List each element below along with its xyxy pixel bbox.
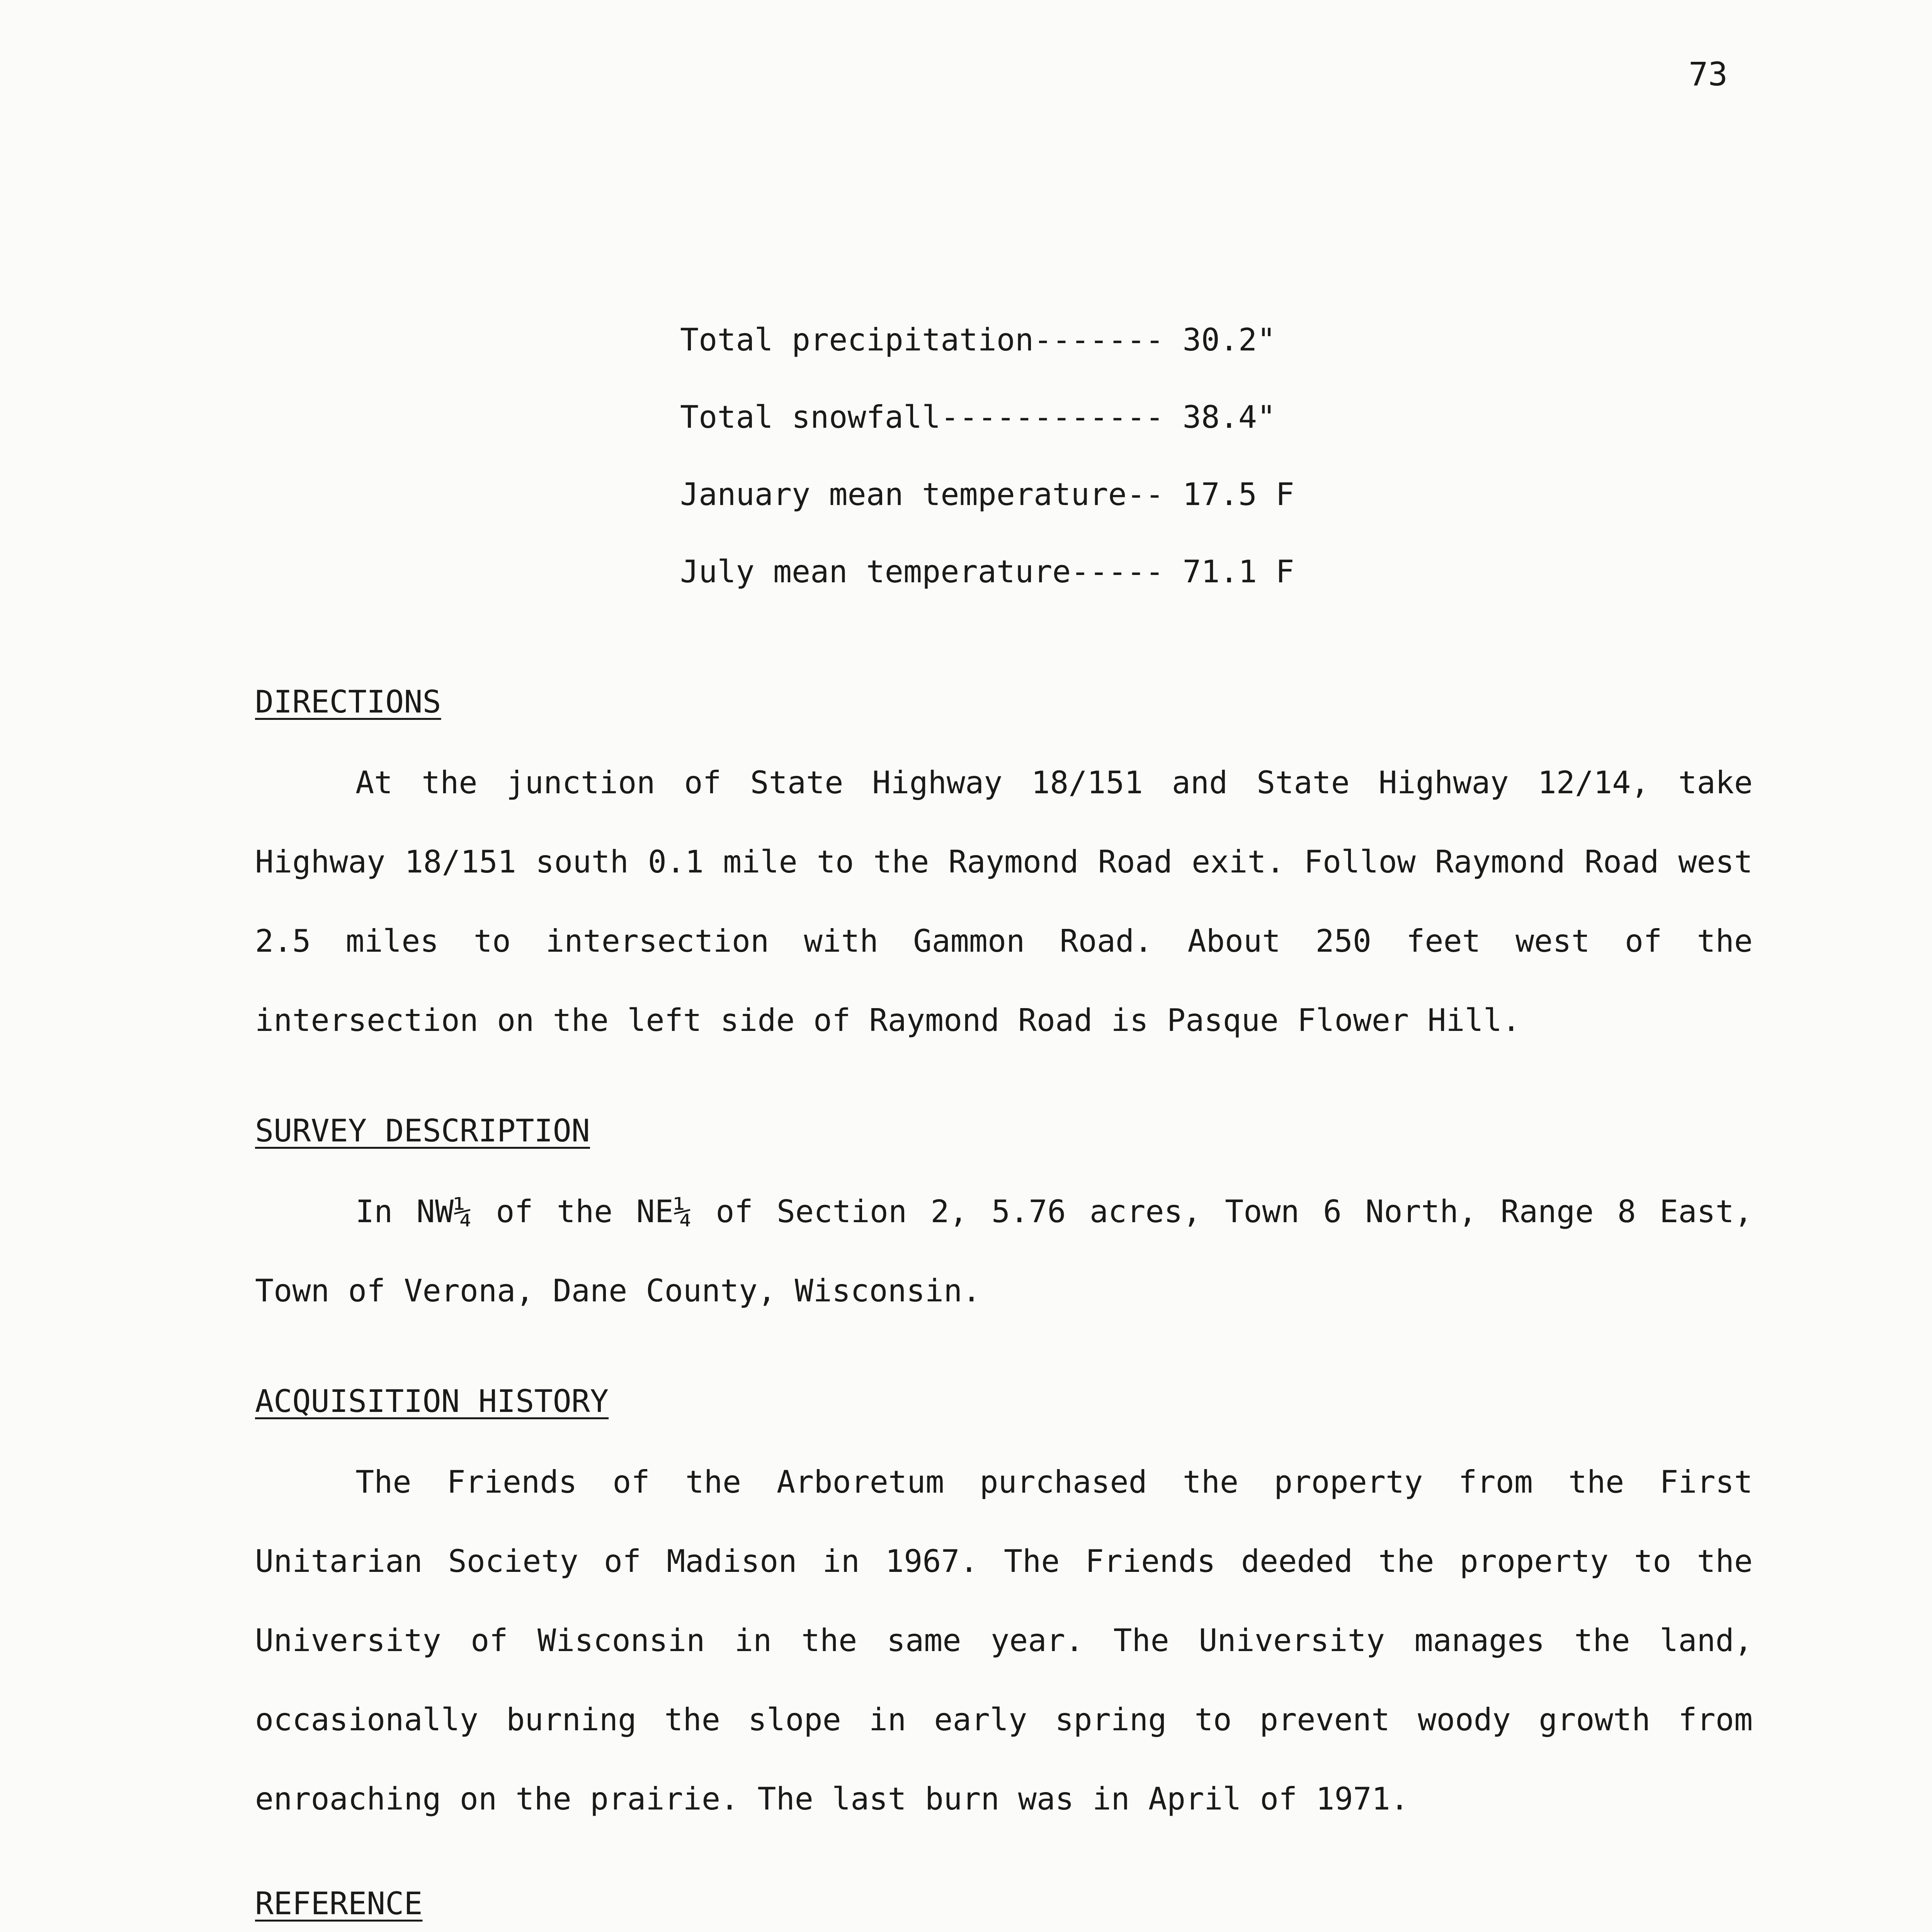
- reference-heading: REFERENCE: [255, 1886, 423, 1922]
- climate-row-snowfall: [680, 399, 1294, 479]
- climate-label: Total snowfall------------: [680, 399, 1164, 435]
- climate-value: 17.5 F: [1182, 476, 1294, 512]
- climate-value: 71.1 F: [1182, 554, 1294, 590]
- climate-label: July mean temperature-----: [680, 554, 1164, 590]
- reference-section: [255, 1886, 1753, 1932]
- climate-row-july-temperature: [680, 556, 1294, 634]
- directions-heading: DIRECTIONS: [255, 684, 441, 720]
- climate-row-precipitation: [680, 322, 1294, 402]
- acquisition-history-heading: ACQUISITION HISTORY: [255, 1383, 609, 1419]
- survey-description-paragraph: In NW¼ of the NE¼ of Section 2, 5.76 acres, Town 6 North, Range 8 East, Town of Verona, Dane County, Wisconsin.: [255, 1194, 1753, 1309]
- survey-description-section: [255, 1113, 1753, 1330]
- climate-value: 38.4": [1182, 399, 1276, 435]
- survey-description-heading: SURVEY DESCRIPTION: [255, 1113, 590, 1149]
- acquisition-history-paragraph: The Friends of the Arboretum purchased the property from the First Unitarian Society of Madison in 1967. The Friends deeded the property to the University of Wisconsin in the same year. The University manages the land, occasionally burning the slope in early spring to prevent woody growth from enroaching on the prairie. The last burn was in April of 1971.: [255, 1464, 1753, 1817]
- climate-summary: [680, 322, 1294, 634]
- climate-label: January mean temperature--: [680, 476, 1164, 512]
- directions-section: [255, 684, 1753, 1060]
- acquisition-history-section: [255, 1383, 1753, 1838]
- page-number: 73: [1689, 55, 1728, 93]
- climate-row-january-temperature: [680, 476, 1294, 556]
- climate-label: Total precipitation-------: [680, 322, 1164, 358]
- directions-paragraph: At the junction of State Highway 18/151 and State Highway 12/14, take Highway 18/151 south 0.1 mile to the Raymond Road exit. Follow Raymond Road west 2.5 miles to intersection with Gammon Road. About 250 feet west of the intersection on the left side of Raymond Road is Pasque Flower Hill.: [255, 765, 1753, 1038]
- climate-value: 30.2": [1182, 322, 1276, 358]
